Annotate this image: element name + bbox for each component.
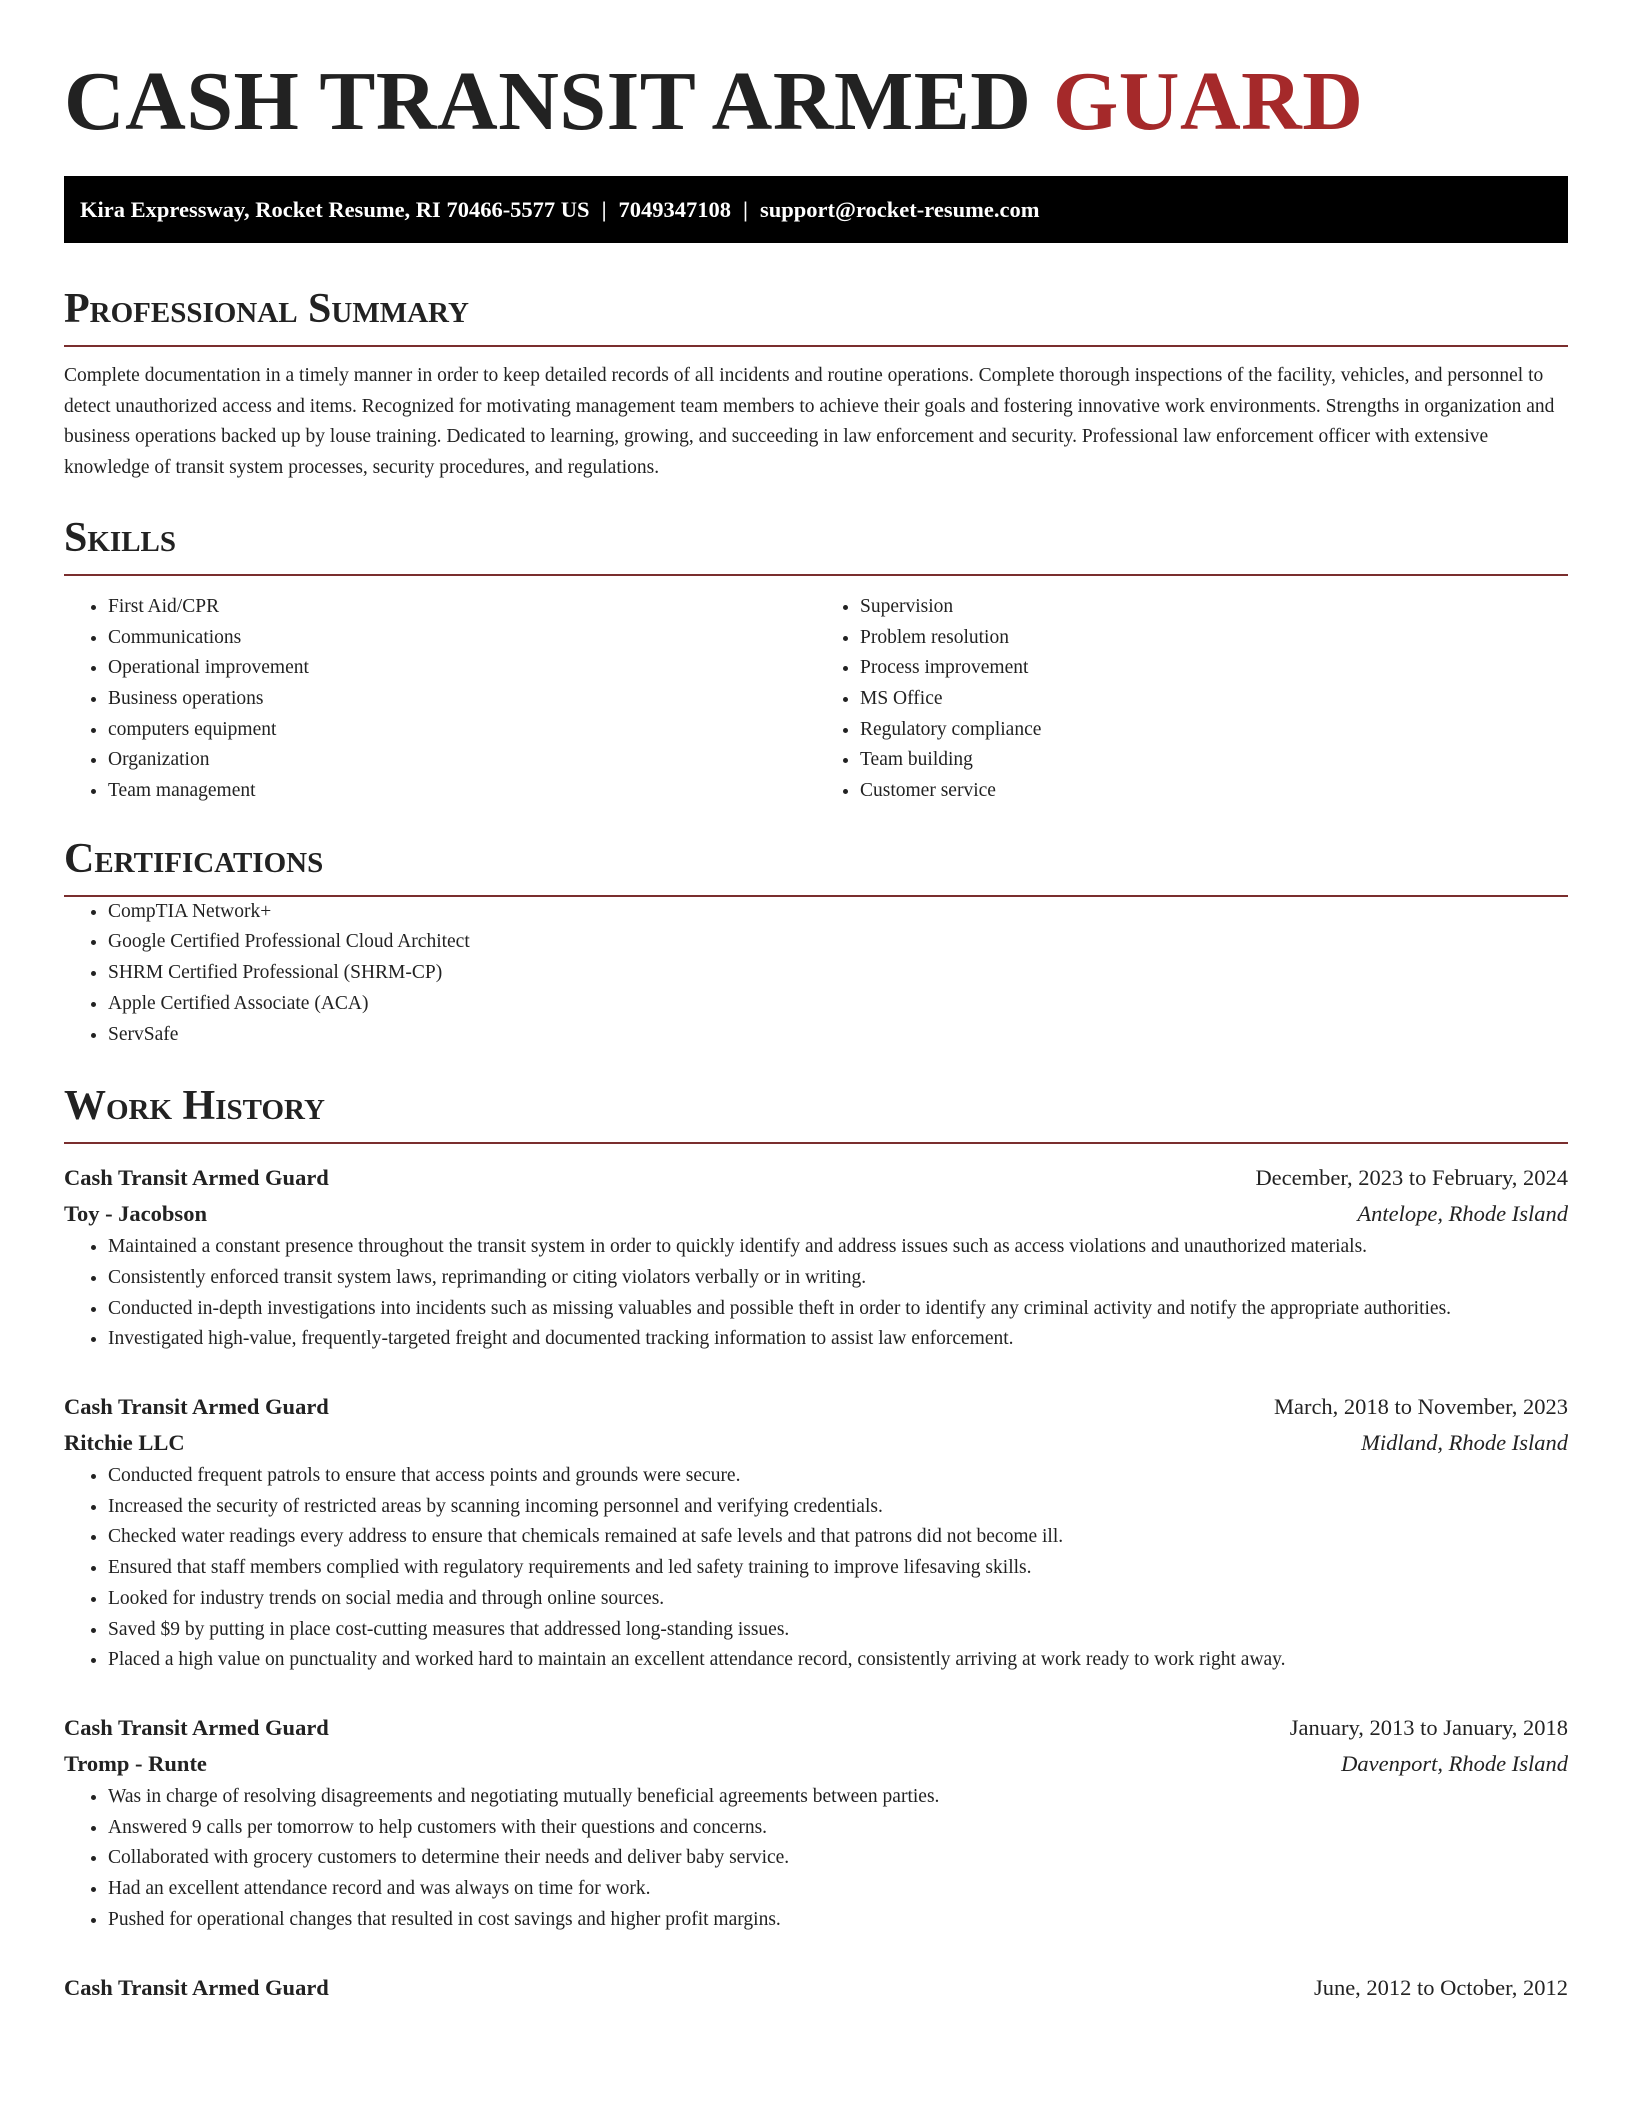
job-location: Davenport, Rhode Island xyxy=(1341,1750,1568,1776)
skill-item: • First Aid/CPR xyxy=(108,592,816,623)
job-location: Antelope, Rhode Island xyxy=(1357,1201,1568,1227)
job-dates: December, 2023 to February, 2024 xyxy=(1255,1165,1568,1191)
job-entry xyxy=(64,1389,1568,1676)
job-bullet: • Conducted in-depth investigations into incidents such as missing valuables and possible theft in order to identify any criminal activity and notify the appropriate authorities. xyxy=(108,1294,1568,1325)
job-title: Cash Transit Armed Guard xyxy=(64,1974,329,2000)
job-company: Ritchie LLC xyxy=(64,1430,185,1456)
certification-item: • CompTIA Network+ xyxy=(108,897,1568,928)
job-company: Tromp - Runte xyxy=(64,1750,207,1776)
job-header-row xyxy=(64,1710,1568,1746)
contact-bar xyxy=(64,176,1568,243)
job-bullet: • Pushed for operational changes that resulted in cost savings and higher profit margins. xyxy=(108,1905,1568,1936)
job-bullet: • Maintained a constant presence throughout the transit system in order to quickly identify and address issues such as access violations and unauthorized materials. xyxy=(108,1232,1568,1263)
job-dates: June, 2012 to October, 2012 xyxy=(1313,1974,1568,2000)
skill-item: • Team management xyxy=(108,776,816,807)
section-title-work-history: Work History xyxy=(64,1080,1568,1144)
skill-item: • Customer service xyxy=(860,776,1568,807)
job-company-row xyxy=(64,1196,1568,1232)
skill-item: • Operational improvement xyxy=(108,653,816,684)
job-header-row xyxy=(64,1389,1568,1425)
job-bullet: • Conducted frequent patrols to ensure that access points and grounds were secure. xyxy=(108,1461,1568,1492)
job-title: Cash Transit Armed Guard xyxy=(64,1714,329,1740)
certification-item: • ServSafe xyxy=(108,1020,1568,1051)
job-entry xyxy=(64,1160,1568,1355)
summary-text: Complete documentation in a timely manner in order to keep detailed records of all incidents and routine operations. Complete thorough inspections of the facility, vehicles, and personnel to detect unauthorized access and items. Recognized for motivating management team members to achieve their goals and fostering innovative work environments. Strengths in organization and business operations backed up by louse training. Dedicated to learning, growing, and succeeding in law enforcement and security. Professional law enforcement officer with extensive knowledge of transit system processes, security procedures, and regulations. xyxy=(64,365,1555,479)
job-dates: March, 2018 to November, 2023 xyxy=(1273,1394,1568,1420)
job-bullets xyxy=(64,1782,1568,1936)
job-bullet: • Consistently enforced transit system laws, reprimanding or citing violators verbally or in writing. xyxy=(108,1263,1568,1294)
job-bullet: • Investigated high-value, frequently-targeted freight and documented tracking information to assist law enforcement. xyxy=(108,1324,1568,1355)
job-location: Midland, Rhode Island xyxy=(1361,1430,1568,1456)
job-bullet: • Increased the security of restricted areas by scanning incoming personnel and verifying credentials. xyxy=(108,1492,1568,1523)
job-bullet: • Saved $9 by putting in place cost-cutting measures that addressed long-standing issues. xyxy=(108,1615,1568,1646)
contact-email[interactable]: support@rocket-resume.com xyxy=(760,197,1040,222)
certification-item: • Google Certified Professional Cloud Architect xyxy=(108,927,1568,958)
skill-item: • Communications xyxy=(108,623,816,654)
skill-item: • Problem resolution xyxy=(860,623,1568,654)
job-bullet: • Answered 9 calls per tomorrow to help customers with their questions and concerns. xyxy=(108,1813,1568,1844)
job-bullet: • Had an excellent attendance record and was always on time for work. xyxy=(108,1874,1568,1905)
contact-separator: | xyxy=(601,197,607,222)
job-company-row xyxy=(64,1425,1568,1461)
contact-separator: | xyxy=(743,197,749,222)
skill-item: • MS Office xyxy=(860,684,1568,715)
contact-phone[interactable]: 7049347108 xyxy=(618,197,732,222)
section-title-skills: Skills xyxy=(64,512,1568,576)
skills-list-left xyxy=(64,592,816,807)
job-header-row xyxy=(64,1970,1568,2006)
skill-item: • Supervision xyxy=(860,592,1568,623)
name-main: CASH TRANSIT ARMED xyxy=(64,55,1032,148)
job-bullet: • Looked for industry trends on social media and through online sources. xyxy=(108,1584,1568,1615)
name-accent: GUARD xyxy=(1052,55,1364,148)
job-header-row xyxy=(64,1160,1568,1196)
job-title: Cash Transit Armed Guard xyxy=(64,1394,329,1420)
job-bullet: • Ensured that staff members complied with regulatory requirements and led safety training to improve lifesaving skills. xyxy=(108,1553,1568,1584)
job-bullet: • Collaborated with grocery customers to determine their needs and deliver baby service. xyxy=(108,1843,1568,1874)
certification-item: • Apple Certified Associate (ACA) xyxy=(108,989,1568,1020)
job-bullets xyxy=(64,1232,1568,1355)
skill-item: • Regulatory compliance xyxy=(860,715,1568,746)
certifications-list xyxy=(64,897,1568,1051)
job-company-row xyxy=(64,1746,1568,1782)
skill-item: • Business operations xyxy=(108,684,816,715)
skill-item: • Organization xyxy=(108,745,816,776)
contact-address: Kira Expressway, Rocket Resume, RI 70466-5577 US xyxy=(80,197,590,222)
job-entry xyxy=(64,1710,1568,1936)
skill-item: • Team building xyxy=(860,745,1568,776)
skills-list-right xyxy=(816,592,1568,807)
skills-columns xyxy=(64,592,1568,807)
job-bullet: • Was in charge of resolving disagreements and negotiating mutually beneficial agreements between parties. xyxy=(108,1782,1568,1813)
job-bullet: • Placed a high value on punctuality and worked hard to maintain an excellent attendance record, consistently arriving at work ready to work right away. xyxy=(108,1645,1568,1676)
certification-item: • SHRM Certified Professional (SHRM-CP) xyxy=(108,958,1568,989)
resume-name xyxy=(64,52,1568,152)
section-title-certifications: Certifications xyxy=(64,833,1568,897)
job-dates: January, 2013 to January, 2018 xyxy=(1289,1714,1568,1740)
job-bullets xyxy=(64,1461,1568,1676)
section-title-summary: Professional Summary xyxy=(64,283,1568,347)
job-title: Cash Transit Armed Guard xyxy=(64,1165,329,1191)
skill-item: • Process improvement xyxy=(860,653,1568,684)
job-entry xyxy=(64,1970,1568,2006)
skill-item: • computers equipment xyxy=(108,715,816,746)
job-bullet: • Checked water readings every address to ensure that chemicals remained at safe levels and that patrons did not become ill. xyxy=(108,1522,1568,1553)
job-company: Toy - Jacobson xyxy=(64,1201,207,1227)
